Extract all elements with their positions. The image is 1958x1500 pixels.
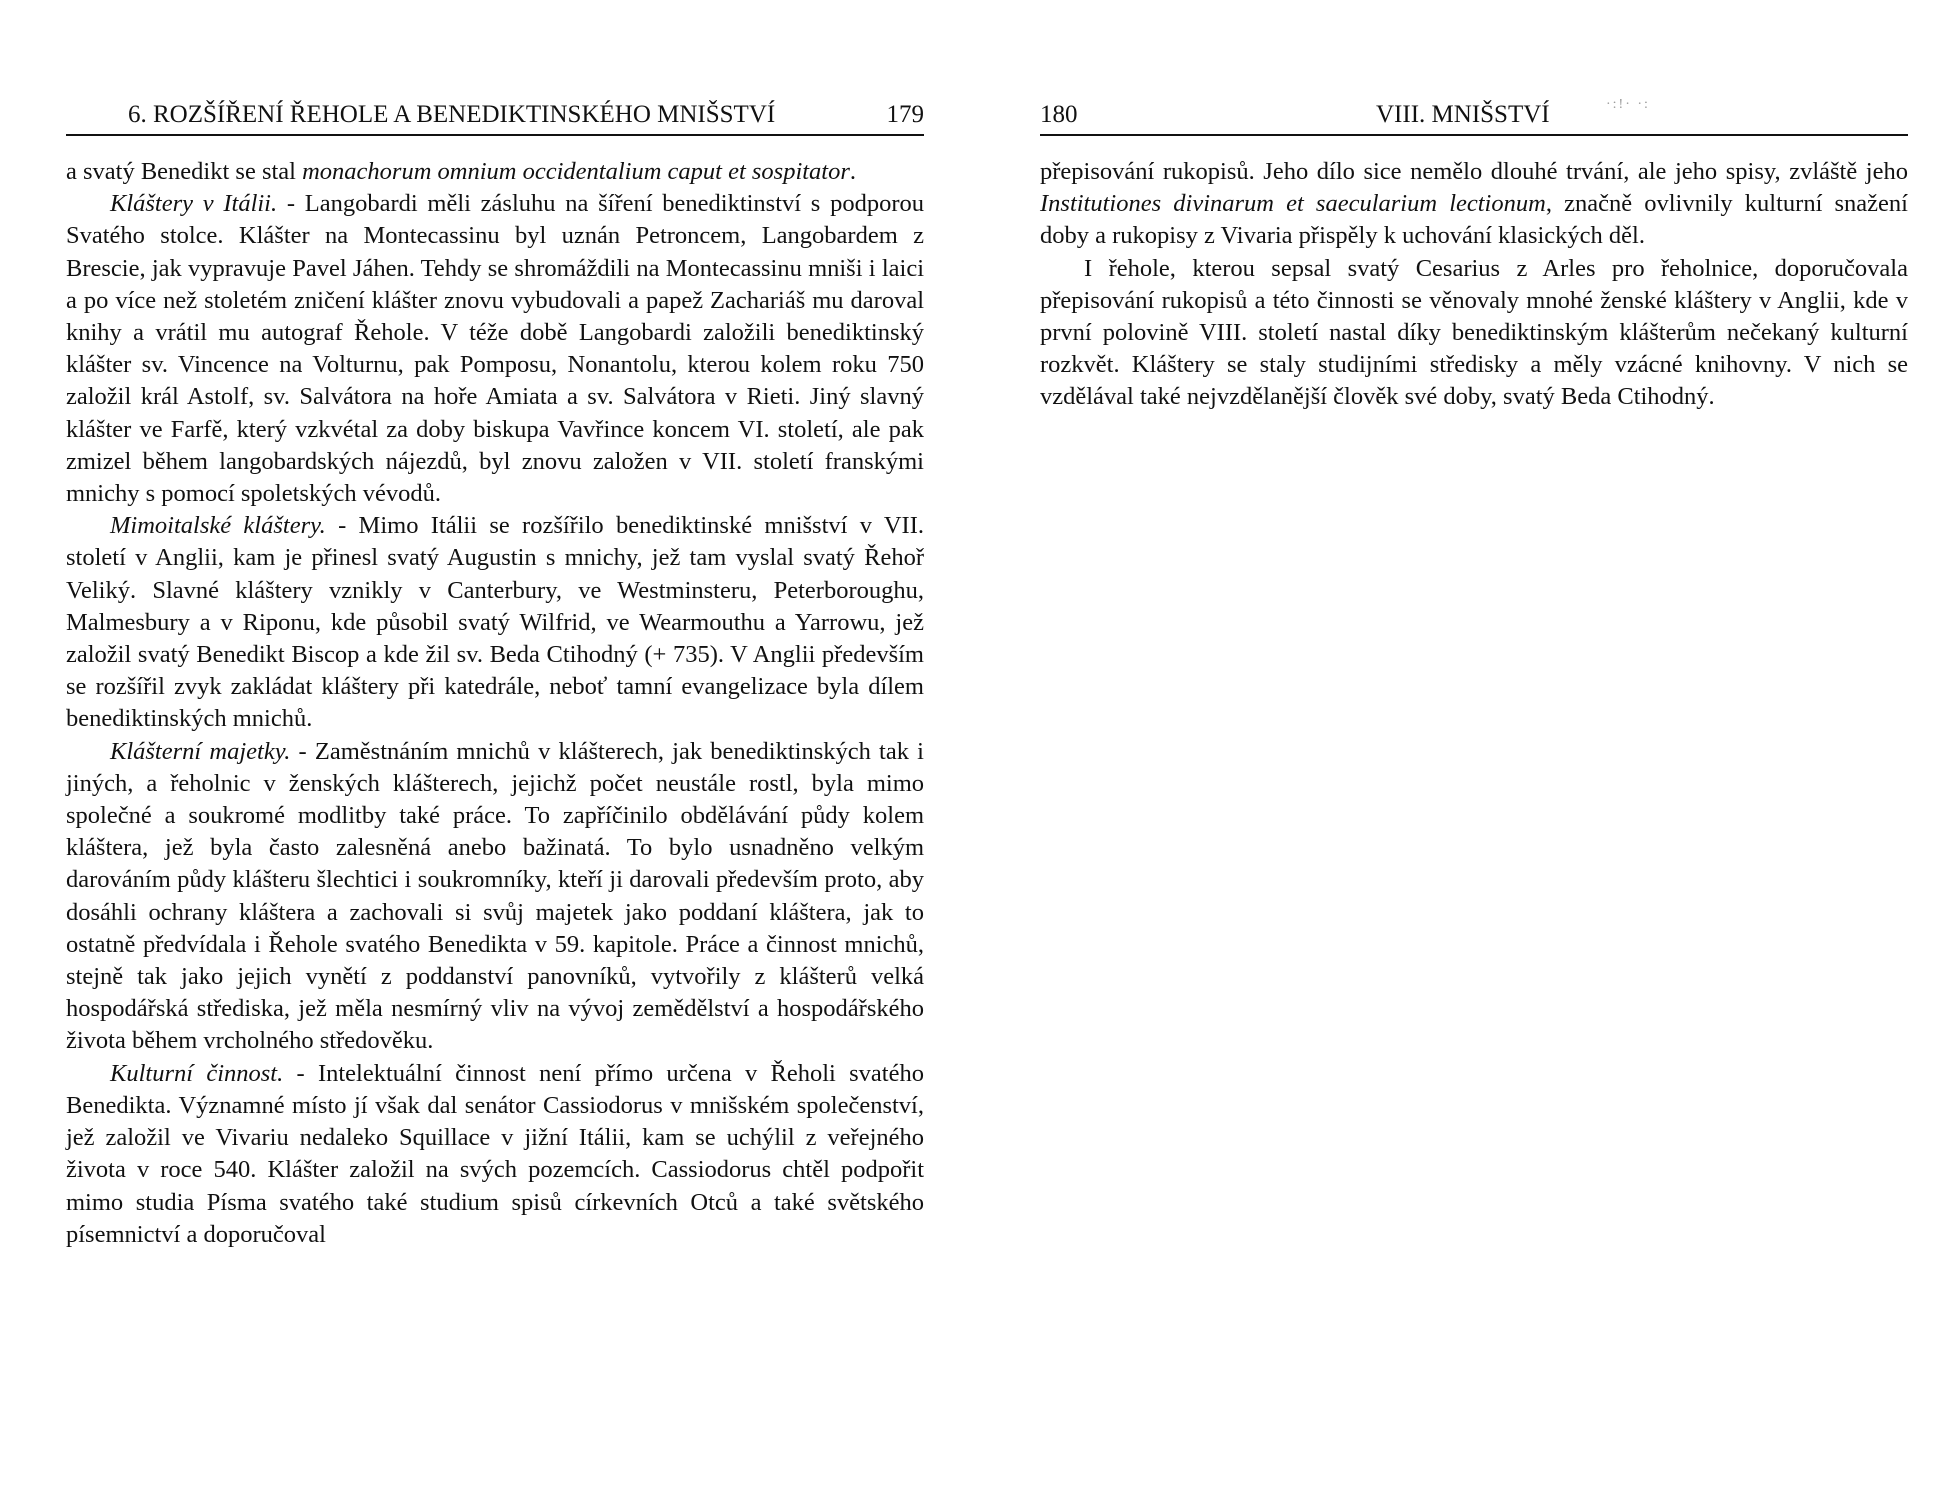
paragraph-text: I řehole, kterou sepsal svatý Cesarius z Arles pro řeholnice, doporučovala přepisování rukopisů a této činnosti se věnovaly mnohé ženské kláštery v Anglii, kde v první polovině VIII. století nastal díky benediktinským klášterům nečekaný kulturní rozkvět. Kláštery se staly studijními středisky a měly vzácné knihovny. V nich se vzdělával také nejvzdělanější člověk své doby, svatý Beda Ctihodný. [1040, 254, 1908, 411]
section-heading: Kláštery v Itálii. [110, 190, 278, 218]
paragraph [1040, 253, 1908, 414]
paragraph-text: - Zaměstnáním mnichů v klášterech, jak benediktinských tak i jiných, a řeholnic v ženských klášterech, jejichž počet neustále rostl, byla mimo společné a soukromé modlitby také práce. To zapříčinilo obdělávání půdy kolem kláštera, jež byla často zalesněná anebo bažinatá. To bylo usnadněno velkým darováním půdy klášteru šlechtici i soukromníky, kteří ji darovali především proto, aby dosáhli ochrany kláštera a zachovali si svůj majetek jako poddaní kláštera, jak to ostatně předvídala i Řehole svatého Benedikta v 59. kapitole. Práce a činnost mnichů, stejně tak jako jejich vynětí z poddanství panovníků, vytvořily z klášterů velká hospodářská střediska, jež měla nesmírný vliv na vývoj zemědělství a hospodářského života během vrcholného středověku. [66, 737, 924, 1055]
paragraph [66, 1058, 924, 1251]
running-head [66, 96, 924, 136]
scan-noise: ·:!· ·: [1606, 97, 1650, 112]
running-head [1040, 96, 1908, 136]
page-body [66, 156, 924, 1251]
left-page [66, 96, 924, 1251]
page-number: 180 [1040, 101, 1078, 128]
paragraph-text: - Mimo Itálii se rozšířilo benediktinské mnišství v VII. století v Anglii, kam je přinesl svatý Augustin s mnichy, jež tam vyslal svatý Řehoř Veliký. Slavné kláštery vznikly v Canterbury, ve Westminsteru, Peterboroughu, Malmesbury a v Riponu, kde působil svatý Wilfrid, ve Wearmouthu a Yarrowu, jež založil svatý Benedikt Biscop a kde žil sv. Beda Ctihodný (+ 735). V Anglii především se rozšířil zvyk zakládat kláštery při katedrále, neboť tamní evangelizace byla dílem benediktinských mnichů. [66, 512, 924, 733]
section-heading: Mimoitalské kláštery. [110, 512, 326, 540]
paragraph [66, 188, 924, 510]
paragraph-text: a svatý Benedikt se stal [66, 158, 303, 185]
paragraph-text: . [849, 158, 857, 185]
running-head-title: VIII. MNIŠSTVÍ [1376, 101, 1550, 128]
latin-phrase: monachorum omnium occidentalium caput et sospitator [302, 158, 850, 185]
paragraph [66, 510, 924, 735]
right-page [1040, 96, 1908, 414]
paragraph-text: - Langobardi měli zásluhu na šíření benediktinství s podporou Svatého stolce. Klášter na Montecassinu byl uznán Petroncem, Langobardem z Brescie, jak vypravuje Pavel Jáhen. Tehdy se shromáždili na Montecassinu mniši i laici a po více než stoletém zničení klášter znovu vybudovali a papež Zachariáš mu daroval knihy a vrátil mu autograf Řehole. V téže době Langobardi založili benediktinský klášter sv. Vincence na Volturnu, pak Pomposu, Nonantolu, kterou kolem roku 750 založil král Astolf, sv. Salvátora na hoře Amiata a sv. Salvátora v Rieti. Jiný slavný klášter ve Farfě, který vzkvétal za doby biskupa Vavřince koncem VI. století, ale pak zmizel během langobardských nájezdů, byl znovu založen v VII. století franskými mnichy s pomocí spoletských vévodů. [66, 190, 924, 508]
page-number: 179 [886, 101, 924, 128]
paragraph-text: přepisování rukopisů. Jeho dílo sice nemělo dlouhé trvání, ale jeho spisy, zvláště jeho [1040, 158, 1908, 185]
paragraph [1040, 156, 1908, 253]
section-heading: Klášterní majetky. [110, 737, 291, 765]
latin-phrase: Institutiones divinarum et saecularium lectionum [1040, 190, 1546, 218]
paragraph [66, 156, 924, 188]
paragraph [66, 736, 924, 1058]
paragraph-text: , značně ovlivnily kulturní snažení doby a rukopisy z Vivaria přispěly k uchování klasických děl. [1040, 190, 1908, 250]
section-heading: Kulturní činnost. [110, 1059, 284, 1087]
page-body [1040, 156, 1908, 414]
paragraph-text: - Intelektuální činnost není přímo určena v Řeholi svatého Benedikta. Významné místo jí však dal senátor Cassiodorus v mnišském společenství, jež založil ve Vivariu nedaleko Squillace v jižní Itálii, kam se uchýlil z veřejného života v roce 540. Klášter založil na svých pozemcích. Cassiodorus chtěl podpořit mimo studia Písma svatého také studium spisů církevních Otců a také světského písemnictví a doporučoval [66, 1059, 924, 1248]
running-head-title: 6. ROZŠÍŘENÍ ŘEHOLE A BENEDIKTINSKÉHO MNIŠSTVÍ [128, 101, 776, 128]
